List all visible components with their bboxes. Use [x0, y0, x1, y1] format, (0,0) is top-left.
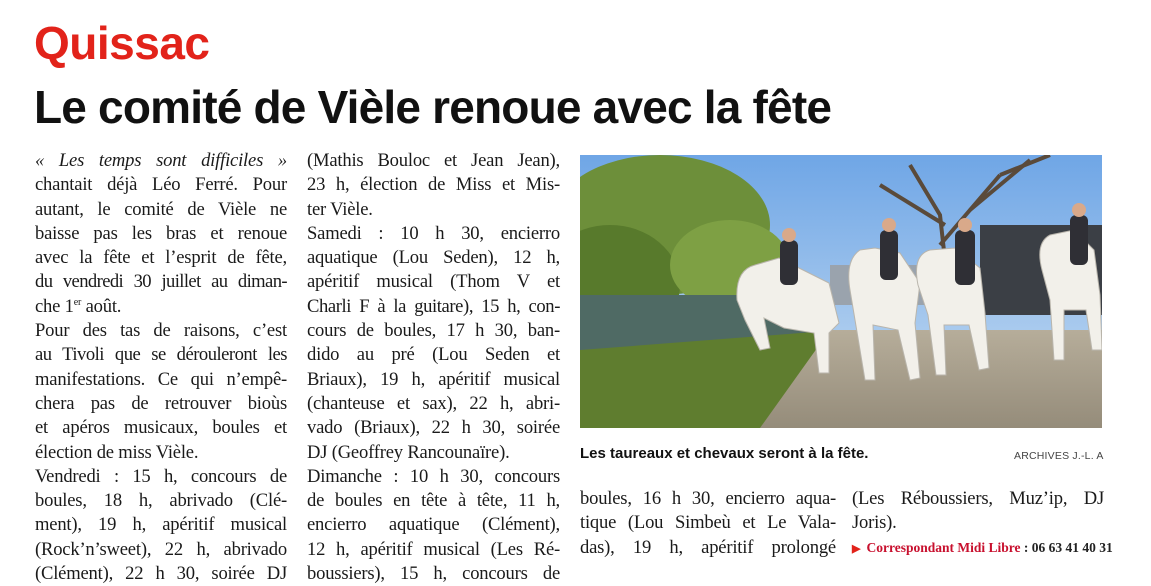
kicker-town: Quissac — [34, 17, 210, 69]
text-line: (chanteuse et sax), 22 h, abri- — [307, 392, 560, 414]
text-line: aquatique (Lou Seden), 12 h, — [307, 247, 560, 269]
text-line: au Tivoli que se dérouleront les — [35, 344, 287, 366]
text-line — [35, 295, 287, 319]
text-line: tique (Lou Simbeù et Le Vala- — [580, 512, 836, 534]
text-line: ment), 19 h, apéritif musical — [35, 514, 287, 536]
text-line: élection de miss Vièle. — [35, 441, 199, 463]
text-line: Vendredi : 15 h, concours de — [35, 465, 287, 487]
text-line: chantait déjà Léo Ferré. Pour — [35, 174, 287, 196]
photo-caption: Les taureaux et chevaux seront à la fête. — [580, 445, 869, 462]
text-line: Briaux), 19 h, apéritif musical — [307, 368, 560, 390]
text-fragment: août. — [81, 295, 122, 317]
text-line: boules, 16 h 30, encierro aqua- — [580, 488, 836, 509]
text-line: vado (Briaux), 22 h 30, soirée — [307, 417, 560, 439]
text-line: das), 19 h, apéritif prolongé — [580, 536, 836, 558]
article-column-1 — [35, 149, 287, 586]
text-line: « Les temps sont difficiles » — [35, 150, 287, 171]
text-line: baisse pas les bras et renoue — [35, 222, 287, 244]
text-line: (Les Réboussiers, Muz’ip, DJ — [852, 488, 1104, 509]
text-line: Pour des tas de raisons, c’est — [35, 320, 287, 342]
article-column-3 — [580, 487, 836, 560]
text-line: cours de boules, 17 h 30, ban- — [307, 320, 560, 342]
article-photo — [580, 155, 1102, 428]
text-line: autant, le comité de Vièle ne — [35, 198, 287, 220]
text-line: (Rock’n’sweet), 22 h, abrivado — [35, 538, 287, 560]
triangle-bullet-icon: ▶ — [852, 543, 861, 555]
text-fragment: che 1 — [35, 295, 74, 317]
text-line: apéritif musical (Thom V et — [307, 271, 560, 293]
photo-credit: ARCHIVES J.-L. A — [1014, 450, 1104, 462]
text-line: Samedi : 10 h 30, encierro — [307, 222, 560, 244]
text-line: de boules en tête à tête, 11 h, — [307, 490, 560, 512]
text-line: (Mathis Bouloc et Jean Jean), — [307, 150, 560, 171]
text-line: Joris). — [852, 512, 897, 534]
headline: Le comité de Vièle renoue avec la fête — [34, 81, 832, 133]
text-line: manifestations. Ce qui n’empê- — [35, 368, 287, 390]
article-column-2 — [307, 149, 560, 586]
text-line: boussiers), 15 h, concours de — [307, 563, 560, 585]
text-line: encierro aquatique (Clément), — [307, 514, 560, 536]
text-line: 23 h, élection de Miss et Mis- — [307, 174, 560, 196]
text-line: Charli F à la guitare), 15 h, con- — [307, 295, 560, 317]
correspondent-label: Correspondant Midi Libre — [866, 540, 1021, 555]
text-line: DJ (Geoffrey Rancounaïre). — [307, 441, 510, 463]
text-line: 12 h, apéritif musical (Les Ré- — [307, 538, 560, 560]
text-line: avec la fête et l’esprit de fête, — [35, 247, 287, 269]
correspondent-phone: : 06 63 41 40 31 — [1020, 540, 1113, 555]
text-line: chera pas de retrouver bioùs — [35, 392, 287, 414]
text-line: dido au pré (Lou Seden et — [307, 344, 560, 366]
article-column-4 — [852, 487, 1104, 536]
correspondent-signature — [852, 540, 1113, 556]
text-line: (Clément), 22 h 30, soirée DJ — [35, 563, 287, 585]
ordinal-superscript: er — [73, 296, 82, 308]
text-line: boules, 18 h, abrivado (Clé- — [35, 490, 287, 512]
text-line: ter Vièle. — [307, 198, 373, 220]
text-line: du vendredi 30 juillet au diman- — [35, 271, 287, 293]
text-line: et apéros musicaux, boules et — [35, 417, 287, 439]
text-line: Dimanche : 10 h 30, concours — [307, 465, 560, 487]
